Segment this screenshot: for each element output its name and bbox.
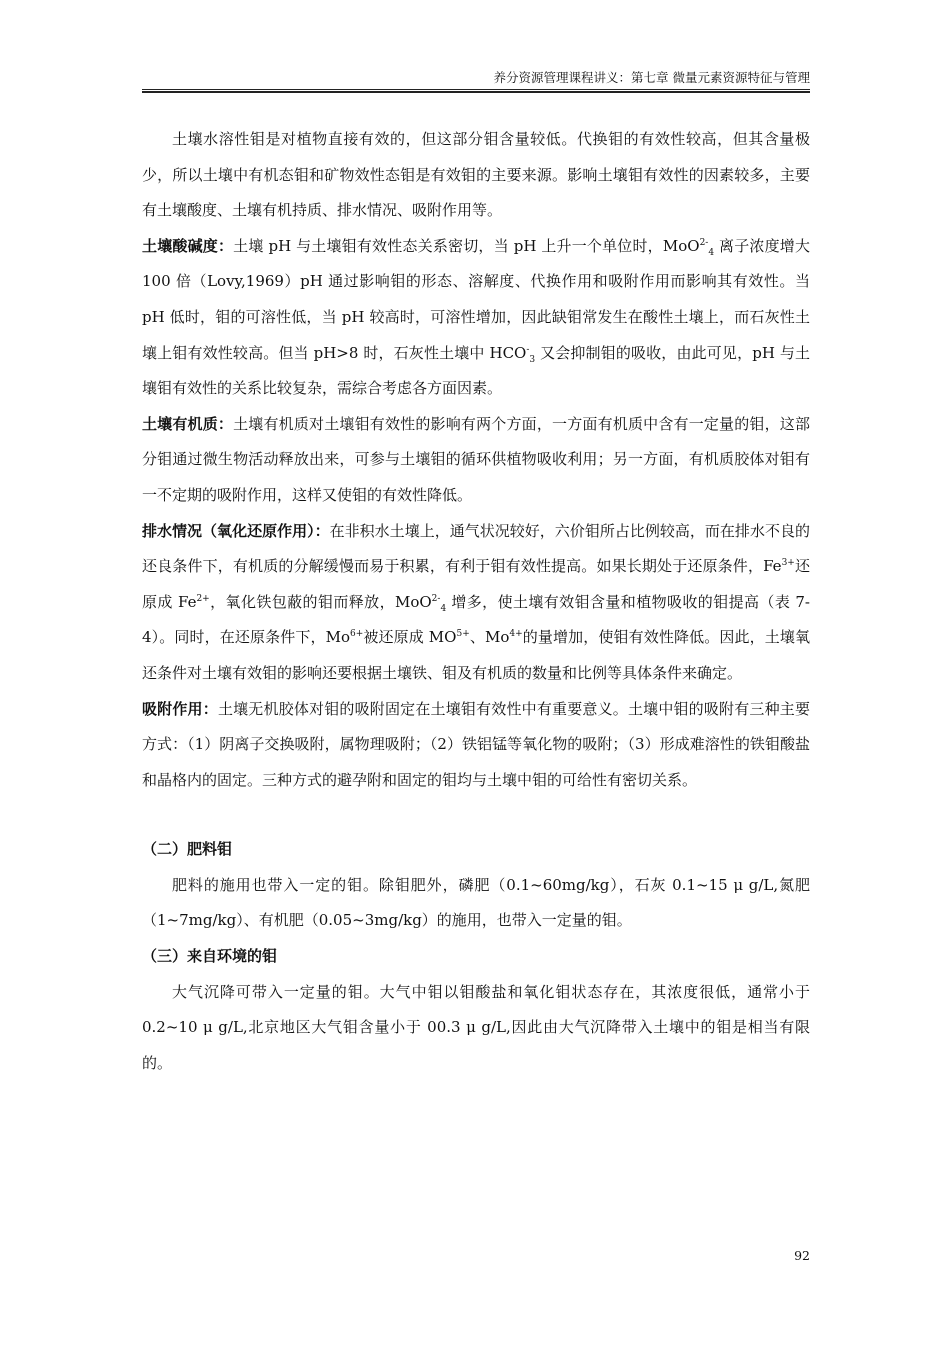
text-segment: 的量增加，使钼有效性降低。因此，土壤氧还条件对土壤有效钼的影响还要根据土壤铁、钼及有机质的数量和比例等具体条件来确定。 [142, 628, 810, 682]
text-segment: 土壤无机胶体对钼的吸附固定在土壤钼有效性中有重要意义。土壤中钼的吸附有三种主要方式：（1）阴离子交换吸附，属物理吸附；（2）铁铝锰等氧化物的吸附；（3）形成难溶性的铁钼酸盐和晶格内的固定。三种方式的避孕附和固定的钼均与土壤中钼的可给性有密切关系。 [142, 699, 810, 789]
text-segment: 还原成 Fe [142, 557, 810, 611]
running-header: 养分资源管理课程讲义：第七章 微量元素资源特征与管理 [142, 70, 810, 90]
subscript: 3 [529, 354, 536, 365]
paragraph-drainage [142, 514, 810, 692]
section-heading-environment-mo: （三）来自环境的钼 [142, 947, 278, 966]
subscript: 4 [440, 603, 447, 614]
section-gap [142, 798, 810, 832]
text-segment: 增多，使土壤有效钼含量和植物吸收的钼提高（表 7-4）。同时，在还原条件下，Mo [142, 592, 811, 647]
superscript: 2- [699, 237, 709, 248]
superscript: 5+ [456, 629, 470, 640]
term-adsorption: 吸附作用： [142, 699, 218, 718]
paragraph-soil-acidity [142, 229, 810, 407]
paragraph-fertilizer-mo: 肥料的施用也带入一定的钼。除钼肥外，磷肥（0.1~60mg/kg），石灰 0.1~15 μ g/L,氮肥（1~7mg/kg）、有机肥（0.05~3mg/kg）的施用，也带入一定量的钼。 [142, 875, 810, 930]
text-segment: 土壤 pH 与土壤钼有效性态关系密切，当 pH 上升一个单位时，MoO [233, 236, 700, 255]
superscript: 2+ [196, 593, 210, 604]
paragraph-adsorption [142, 692, 810, 799]
subscript: 4 [708, 247, 715, 258]
text-segment: 、Mo [469, 628, 510, 647]
superscript: 4+ [509, 629, 523, 640]
paragraph-soil-organic-matter [142, 407, 810, 514]
text-segment: 又会抑制钼的吸收，由此可见，pH 与土壤钼有效性的关系比较复杂，需综合考虑各方面因素。 [142, 343, 810, 398]
text-segment: 在非积水土壤上，通气状况较好，六价钼所占比例较高，而在排水不良的还良条件下，有机质的分解缓慢而易于积累，有利于钼有效性提高。如果长期处于还原条件，Fe [142, 521, 810, 576]
term-soil-acidity: 土壤酸碱度： [142, 236, 234, 255]
term-drainage: 排水情况（氧化还原作用）： [142, 521, 330, 540]
text-segment: 离子浓度增大 100 倍（Lovy,1969）pH 通过影响钼的形态、溶解度、代换作用和吸附作用而影响其有效性。当 pH 低时，钼的可溶性低，当 pH 较高时，可溶性增加，因此缺钼常发生在酸性土壤上，而石灰性土壤上钼有效性较高。但当 pH>8 时，石灰性土壤中 HCO [142, 236, 810, 362]
page-body [142, 122, 810, 1081]
term-soil-organic-matter: 土壤有机质： [142, 414, 234, 433]
superscript: 2- [431, 593, 441, 604]
paragraph-environment-mo: 大气沉降可带入一定量的钼。大气中钼以钼酸盐和氧化钼状态存在，其浓度很低，通常小于 0.2~10 μ g/L,北京地区大气钼含量小于 00.3 μ g/L,因此由大气沉降带入土壤中的钼是相当有限的。 [142, 982, 810, 1072]
text-segment: 土壤有机质对土壤钼有效性的影响有两个方面，一方面有机质中含有一定量的钼，这部分钼通过微生物活动释放出来，可参与土壤钼的循环供植物吸收利用；另一方面，有机质胶体对钼有一不定期的吸附作用，这样又使钼的有效性降低。 [142, 414, 810, 504]
superscript: 3+ [781, 558, 795, 569]
superscript: 6+ [350, 629, 364, 640]
paragraph-water-soluble-mo: 土壤水溶性钼是对植物直接有效的，但这部分钼含量较低。代换钼的有效性较高，但其含量极少，所以土壤中有机态钼和矿物效性态钼是有效钼的主要来源。影响土壤钼有效性的因素较多，主要有土壤酸度、土壤有机持质、排水情况、吸附作用等。 [142, 130, 810, 220]
superscript: - [526, 344, 530, 355]
text-segment: 被还原成 MO [363, 628, 457, 647]
page-number: 92 [794, 1248, 810, 1263]
section-heading-fertilizer-mo: （二）肥料钼 [142, 840, 233, 859]
text-segment: ，氧化铁包蔽的钼而释放，MoO [209, 592, 432, 611]
